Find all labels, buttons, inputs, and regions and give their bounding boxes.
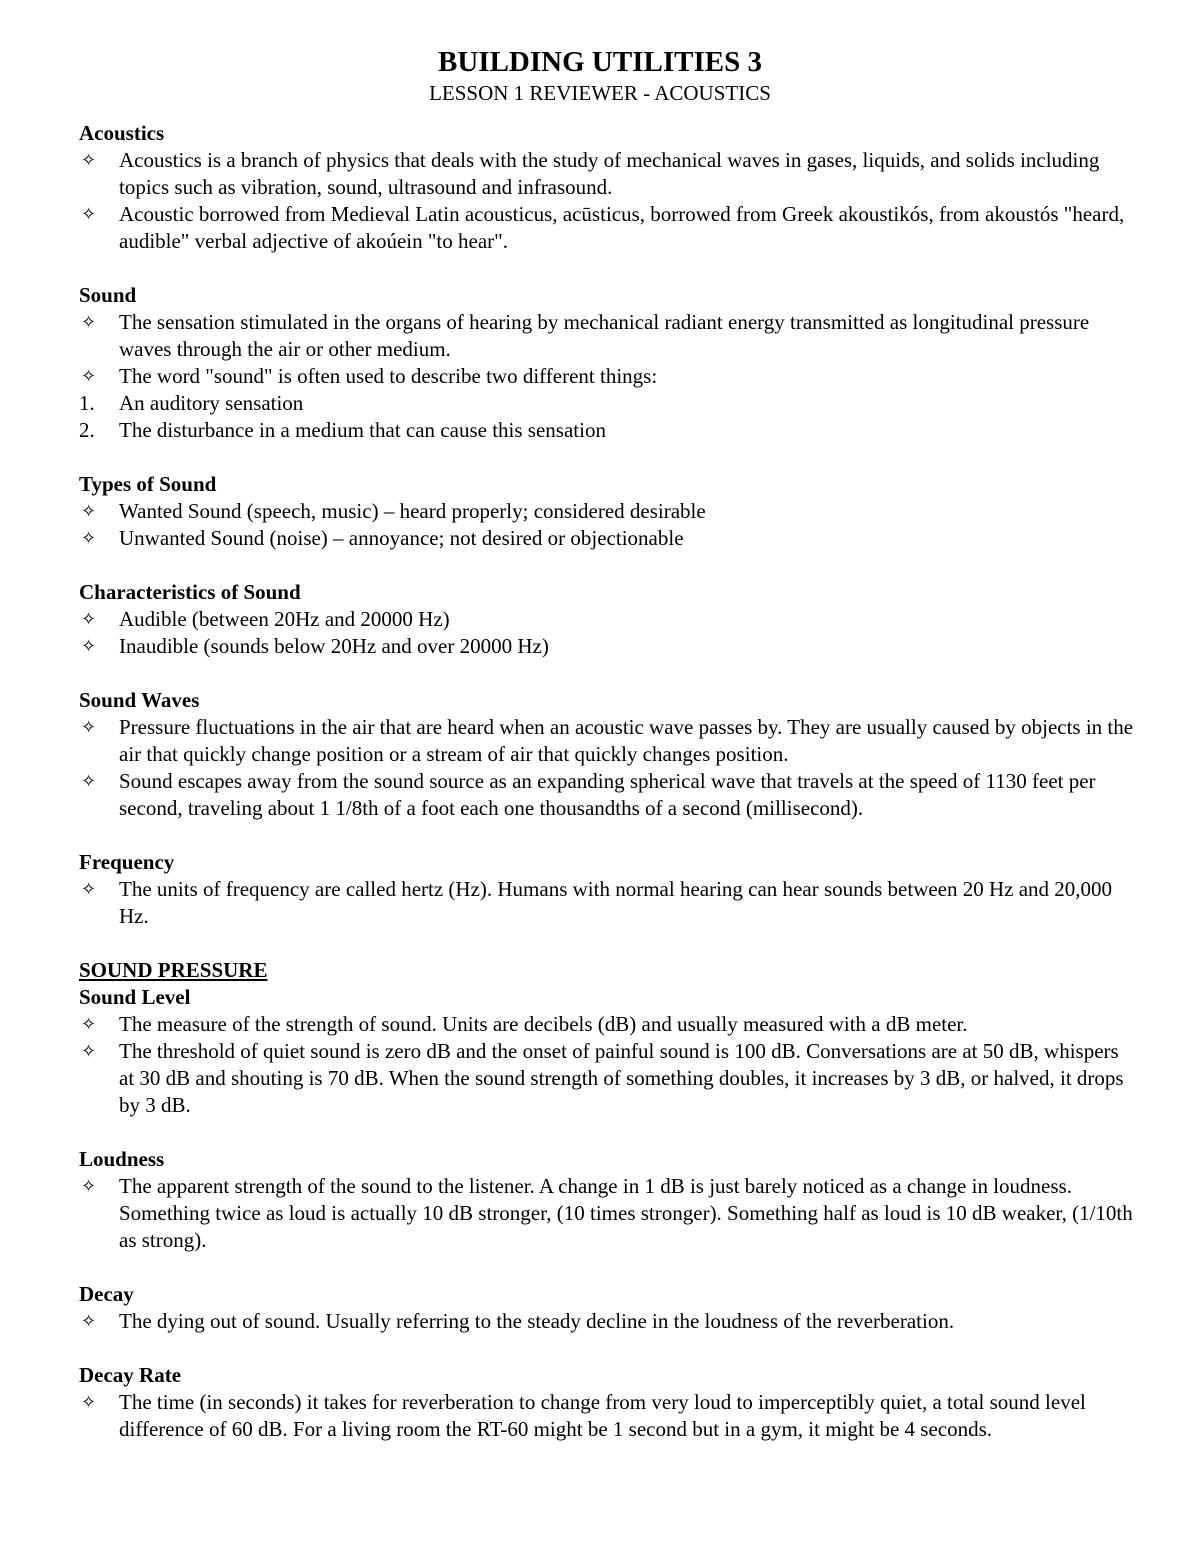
list-item-text: Inaudible (sounds below 20Hz and over 20000 Hz) [119, 634, 549, 658]
list-item [79, 1389, 1139, 1443]
list-item-text: The threshold of quiet sound is zero dB and the onset of painful sound is 100 dB. Conversations are at 50 dB, whispers at 30 dB and shouting is 70 dB. When the sound strength of something doubles, it increases by 3 dB, or halved, it drops by 3 dB. [119, 1039, 1124, 1117]
star-bullet-icon: ✧ [81, 771, 97, 792]
list-item [79, 1173, 1139, 1254]
section-heading: Types of Sound [79, 472, 217, 496]
star-bullet-icon: ✧ [81, 1392, 97, 1413]
numbered-item-text: An auditory sensation [119, 391, 304, 415]
bullet-list [79, 1389, 1139, 1443]
star-bullet-icon: ✧ [81, 1176, 97, 1197]
section-loudness [79, 1146, 1139, 1254]
section-heading: Frequency [79, 850, 175, 874]
bullet-list [79, 309, 1139, 444]
list-item [79, 309, 1139, 363]
list-item-text: Unwanted Sound (noise) – annoyance; not desired or objectionable [119, 526, 684, 550]
list-item-text: The sensation stimulated in the organs of hearing by mechanical radiant energy transmitted as longitudinal pressure waves through the air or other medium. [119, 310, 1090, 361]
bullet-list [79, 1173, 1139, 1254]
list-item [79, 768, 1139, 822]
list-item-text: The apparent strength of the sound to the listener. A change in 1 dB is just barely noticed as a change in loudness. Something twice as loud is actually 10 dB stronger, (10 times stronger). Something half as loud is 10 dB weaker, (1/10th as strong). [119, 1174, 1133, 1252]
document-subtitle: LESSON 1 REVIEWER - ACOUSTICS [429, 81, 771, 105]
section-decay-rate [79, 1362, 1139, 1443]
section-acoustics [79, 120, 1139, 255]
list-item-text: Pressure fluctuations in the air that are heard when an acoustic wave passes by. They are usually caused by objects in the air that quickly change position or a stream of air that quickly changes position. [119, 715, 1134, 766]
star-bullet-icon: ✧ [81, 150, 97, 171]
list-item [79, 876, 1139, 930]
star-bullet-icon: ✧ [81, 204, 97, 225]
section-heading: Sound [79, 283, 137, 307]
section-heading: Decay [79, 1282, 134, 1306]
bullet-list [79, 714, 1139, 822]
star-bullet-icon: ✧ [81, 1311, 97, 1332]
section-decay [79, 1281, 1139, 1335]
bullet-list [79, 876, 1139, 930]
number-marker: 1. [79, 391, 95, 415]
section-heading: Loudness [79, 1147, 165, 1171]
star-bullet-icon: ✧ [81, 1014, 97, 1035]
bullet-list [79, 147, 1139, 255]
section-types-of-sound [79, 471, 1139, 552]
list-item [79, 201, 1139, 255]
list-item-text: The measure of the strength of sound. Units are decibels (dB) and usually measured with a dB meter. [119, 1012, 968, 1036]
star-bullet-icon: ✧ [81, 609, 97, 630]
section-heading: Acoustics [79, 121, 165, 145]
major-heading-sound-pressure: SOUND PRESSURE [79, 958, 268, 982]
list-item [79, 363, 1139, 390]
list-item-text: The units of frequency are called hertz (Hz). Humans with normal hearing can hear sounds between 20 Hz and 20,000 Hz. [119, 877, 1113, 928]
list-item-text: The time (in seconds) it takes for reverberation to change from very loud to imperceptibly quiet, a total sound level difference of 60 dB. For a living room the RT-60 might be 1 second but in a gym, it might be 4 seconds. [119, 1390, 1086, 1441]
section-sound-waves [79, 687, 1139, 822]
numbered-item-text: The disturbance in a medium that can cause this sensation [119, 418, 606, 442]
list-item [79, 1038, 1139, 1119]
bullet-list [79, 1011, 1139, 1119]
section-heading: Decay Rate [79, 1363, 182, 1387]
list-item [79, 633, 1139, 660]
section-characteristics-of-sound [79, 579, 1139, 660]
section-heading: Sound Level [79, 985, 191, 1009]
list-item-text: Acoustics is a branch of physics that deals with the study of mechanical waves in gases, liquids, and solids including topics such as vibration, sound, ultrasound and infrasound. [119, 148, 1100, 199]
star-bullet-icon: ✧ [81, 636, 97, 657]
bullet-list [79, 1308, 1139, 1335]
list-item [79, 606, 1139, 633]
numbered-item [79, 390, 1139, 417]
bullet-list [79, 498, 1139, 552]
number-marker: 2. [79, 418, 95, 442]
list-item [79, 1308, 1139, 1335]
list-item-text: Wanted Sound (speech, music) – heard properly; considered desirable [119, 499, 706, 523]
list-item [79, 147, 1139, 201]
document-page [79, 44, 1139, 1443]
star-bullet-icon: ✧ [81, 366, 97, 387]
star-bullet-icon: ✧ [81, 501, 97, 522]
section-sound [79, 282, 1139, 444]
list-item [79, 1011, 1139, 1038]
list-item [79, 525, 1139, 552]
section-heading: Characteristics of Sound [79, 580, 301, 604]
bullet-list [79, 606, 1139, 660]
star-bullet-icon: ✧ [81, 717, 97, 738]
section-frequency [79, 849, 1139, 930]
star-bullet-icon: ✧ [81, 528, 97, 549]
star-bullet-icon: ✧ [81, 1041, 97, 1062]
star-bullet-icon: ✧ [81, 312, 97, 333]
list-item [79, 714, 1139, 768]
list-item-text: The word "sound" is often used to describe two different things: [119, 364, 658, 388]
list-item [79, 498, 1139, 525]
list-item-text: The dying out of sound. Usually referring to the steady decline in the loudness of the reverberation. [119, 1309, 955, 1333]
numbered-item [79, 417, 1139, 444]
section-heading: Sound Waves [79, 688, 200, 712]
document-title: BUILDING UTILITIES 3 [438, 46, 762, 78]
list-item-text: Acoustic borrowed from Medieval Latin acousticus, acūsticus, borrowed from Greek akoustikós, from akoustós "heard, audible" verbal adjective of akoúein "to hear". [119, 202, 1125, 253]
list-item-text: Audible (between 20Hz and 20000 Hz) [119, 607, 450, 631]
star-bullet-icon: ✧ [81, 879, 97, 900]
list-item-text: Sound escapes away from the sound source as an expanding spherical wave that travels at the speed of 1130 feet per second, traveling about 1 1/8th of a foot each one thousandths of a second (millisecond). [119, 769, 1096, 820]
section-sound-level [79, 957, 1139, 1119]
